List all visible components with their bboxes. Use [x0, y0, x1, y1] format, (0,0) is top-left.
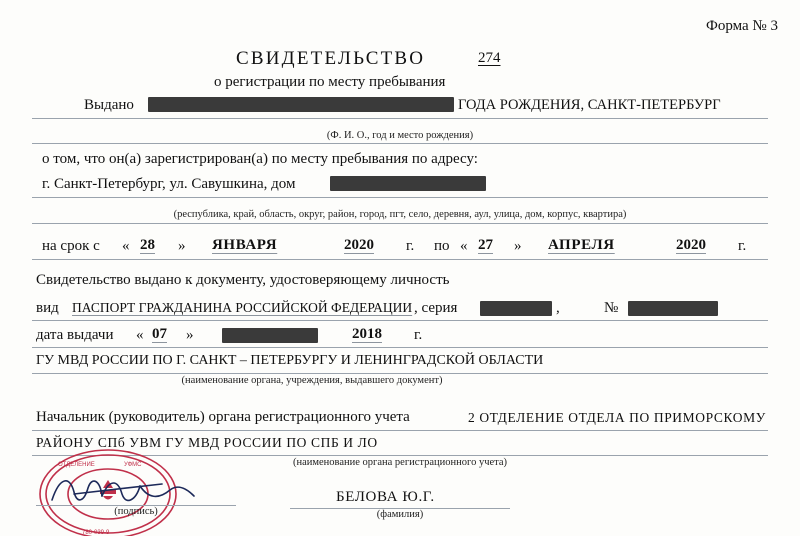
svg-text:УФМС: УФМС	[124, 462, 142, 468]
id-doc-date-day: 07	[152, 326, 167, 342]
id-doc-type-label: вид	[36, 300, 59, 316]
id-doc-date-close-quote: »	[186, 327, 194, 343]
head-label: Начальник (руководитель) органа регистрационного учета	[36, 409, 410, 425]
id-doc-comma: ,	[556, 300, 560, 316]
term-to-open-quote: «	[460, 238, 468, 254]
id-doc-date-year: 2018	[352, 326, 382, 342]
issued-to-label: Выдано	[84, 97, 134, 113]
document-subtitle: о регистрации по месту пребывания	[214, 74, 446, 90]
term-from-month: ЯНВАРЯ	[212, 237, 278, 253]
term-to-month: АПРЕЛЯ	[548, 237, 615, 253]
document-number: 274	[478, 50, 501, 66]
issued-to-rule	[32, 118, 768, 119]
address-value: г. Санкт-Петербург, ул. Савушкина, дом	[42, 176, 296, 192]
head-value-line2: РАЙОНУ СПб УВМ ГУ МВД РОССИИ ПО СПБ И ЛО	[36, 435, 378, 450]
term-to-day: 27	[478, 237, 493, 253]
registered-line: о том, что он(а) зарегистрирован(а) по месту пребывания по адресу:	[42, 151, 478, 167]
document-title: СВИДЕТЕЛЬСТВО	[236, 48, 426, 69]
term-prefix: на срок с	[42, 238, 100, 254]
id-doc-date-rule	[32, 347, 768, 348]
term-from-open-quote: «	[122, 238, 130, 254]
id-doc-authority-rule	[32, 373, 768, 374]
redacted-passport-number	[628, 301, 718, 316]
fio-caption: (Ф. И. О., год и место рождения)	[326, 130, 474, 141]
id-doc-type-rule	[32, 320, 768, 321]
term-to-close-quote: »	[514, 238, 522, 254]
head-rule-1	[32, 430, 768, 431]
term-to-label: по	[434, 238, 450, 254]
redacted-issue-month	[222, 328, 318, 343]
id-doc-authority-caption: (наименование органа, учреждения, выдавшего документ)	[181, 375, 443, 386]
term-from-close-quote: »	[178, 238, 186, 254]
id-doc-type-value: ПАСПОРТ ГРАЖДАНИНА РОССИЙСКОЙ ФЕДЕРАЦИИ	[72, 300, 413, 315]
term-from-year: 2020	[344, 237, 374, 253]
address-rule	[32, 197, 768, 198]
issued-to-value-suffix: ГОДА РОЖДЕНИЯ, САНКТ-ПЕТЕРБУРГ	[458, 97, 721, 113]
address-caption-rule	[32, 223, 768, 224]
term-from-g: г.	[406, 238, 415, 254]
id-doc-date-label: дата выдачи	[36, 327, 114, 343]
svg-text:ОТДЕЛЕНИЕ: ОТДЕЛЕНИЕ	[58, 462, 95, 468]
term-to-g: г.	[738, 238, 747, 254]
id-doc-number-label: №	[604, 300, 619, 316]
head-value-line1: 2 ОТДЕЛЕНИЕ ОТДЕЛА ПО ПРИМОРСКОМУ	[468, 410, 766, 425]
redacted-address	[330, 176, 486, 191]
signer-name: БЕЛОВА Ю.Г.	[336, 489, 435, 505]
address-caption: (республика, край, область, округ, район, город, пгт, село, деревня, аул, улица, дом, корпус, квартира)	[173, 209, 627, 220]
signature-caption: (подпись)	[114, 506, 158, 517]
form-number: Форма № 3	[706, 18, 778, 34]
id-doc-intro: Свидетельство выдано к документу, удостоверяющему личность	[36, 272, 450, 288]
head-caption: (наименование органа регистрационного учета)	[292, 457, 508, 468]
signer-name-caption: (фамилия)	[376, 509, 424, 520]
id-doc-series-label: , серия	[414, 300, 458, 316]
term-to-year: 2020	[676, 237, 706, 253]
term-from-day: 28	[140, 237, 155, 253]
fio-rule	[32, 143, 768, 144]
id-doc-authority: ГУ МВД РОССИИ ПО Г. САНКТ – ПЕТЕРБУРГУ И ЛЕНИНГРАДСКОЙ ОБЛАСТИ	[36, 353, 544, 368]
svg-text:780-039-9: 780-039-9	[82, 530, 110, 536]
redacted-fio	[148, 97, 454, 112]
id-doc-date-g: г.	[414, 327, 423, 343]
id-doc-date-open-quote: «	[136, 327, 144, 343]
redacted-passport-series	[480, 301, 552, 316]
term-rule	[32, 259, 768, 260]
